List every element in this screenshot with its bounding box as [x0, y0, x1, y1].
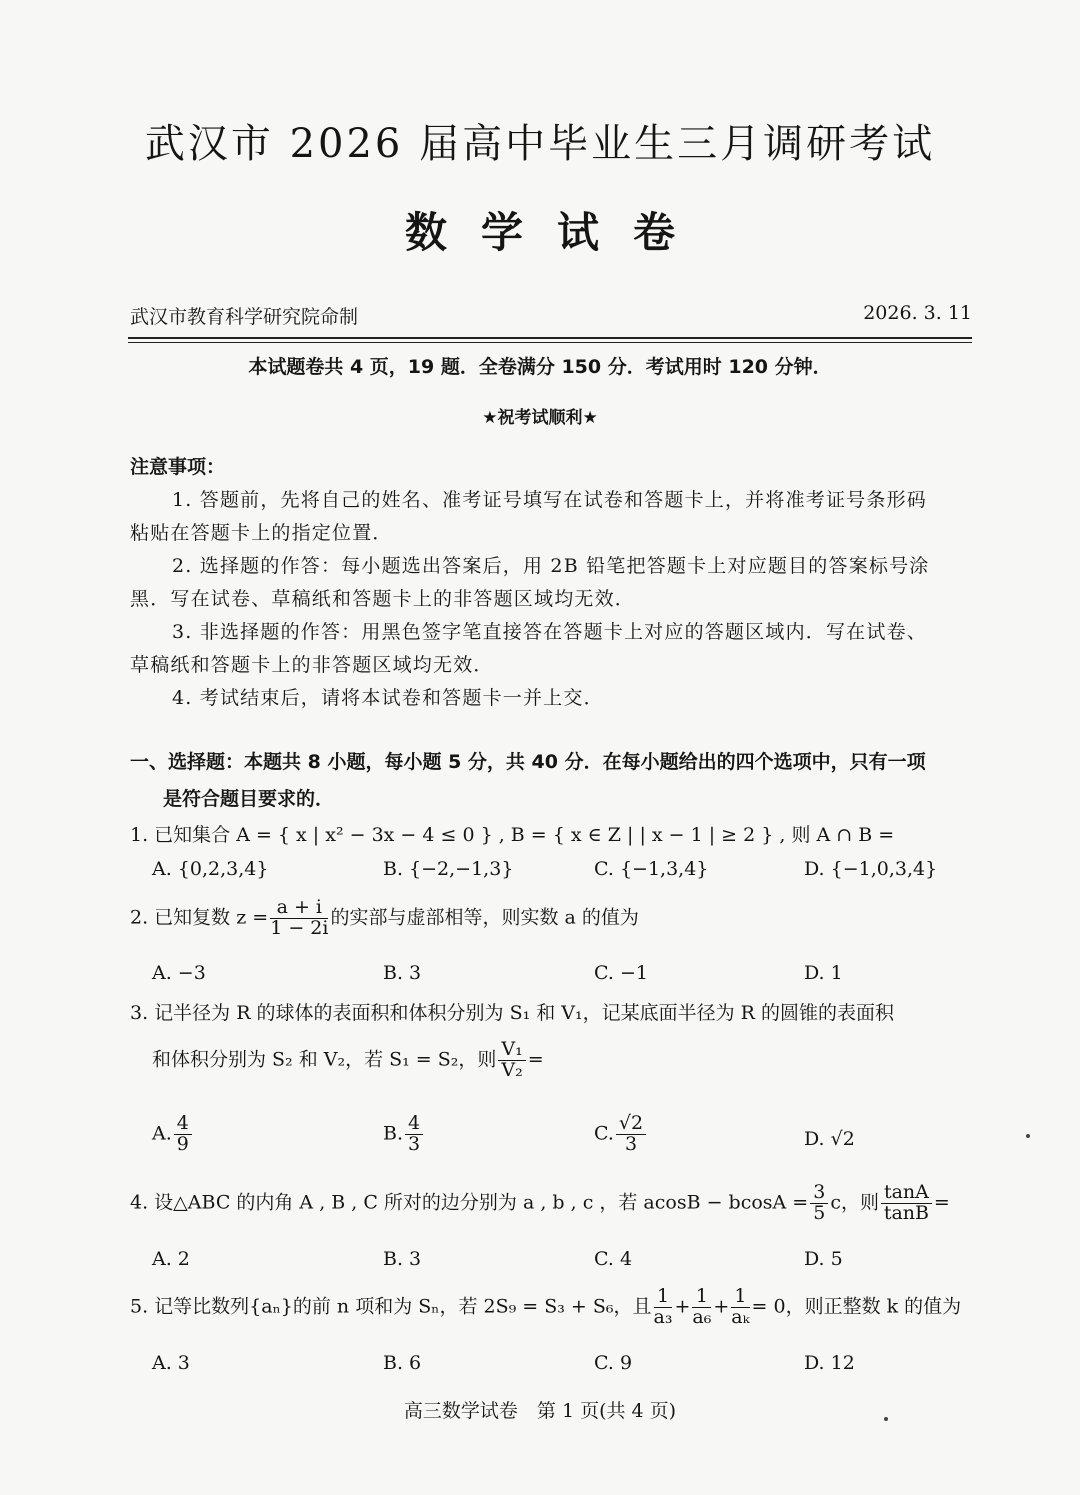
q5-option-b: B. 6: [383, 1352, 422, 1374]
q5-plus-1: +: [674, 1295, 691, 1318]
question-3-line1: 3. 记半径为 R 的球体的表面积和体积分别为 S₁ 和 V₁，记某底面半径为 R 的圆锥的表面积: [130, 1002, 895, 1024]
q5-f3-den: aₖ: [731, 1305, 750, 1328]
q3-option-b-frac: [405, 1114, 423, 1155]
q5-f2-den: a₆: [692, 1305, 712, 1328]
q4-fraction-1: [810, 1183, 828, 1224]
question-1-stem: 1. 已知集合 A = { x | x² − 3x − 4 ≤ 0 } , B = { x ∈ Z | | x − 1 | ≥ 2 } , 则 A ∩ B =: [130, 824, 895, 846]
q3-option-b-num: 4: [405, 1114, 423, 1135]
q4-option-a: A. 2: [152, 1248, 190, 1270]
q3-option-d-text: √2: [830, 1128, 855, 1150]
question-4-stem: [130, 1183, 950, 1224]
q3-option-b-label: B.: [383, 1122, 404, 1145]
q4-frac2-den: tanB: [883, 1201, 930, 1224]
q2-option-c: C. −1: [594, 962, 648, 984]
q1-option-b: B. {−2,−1,3}: [383, 858, 514, 880]
q5-prefix: 5. 记等比数列{aₙ}的前 n 项和为 Sₙ，若 2S₉ = S₃ + S₆，且: [130, 1295, 652, 1318]
q4-option-c: C. 4: [594, 1248, 633, 1270]
q3-option-c: [594, 1114, 648, 1155]
q2-frac-den: 1 − 2i: [270, 916, 329, 939]
header-rule-thick: [128, 337, 972, 339]
q3-fraction: [498, 1040, 525, 1081]
section-heading: 一、选择题：本题共 8 小题，每小题 5 分，共 40 分．在每小题给出的四个选项中，只有一项: [130, 751, 926, 773]
q4-suffix: =: [933, 1191, 950, 1214]
q3-option-a-den: 9: [176, 1132, 189, 1155]
q5-f1-den: a₃: [653, 1305, 673, 1328]
q5-f3-num: 1: [731, 1287, 749, 1308]
q5-option-a: A. 3: [152, 1352, 190, 1374]
scan-speck: [884, 1417, 888, 1421]
notice-line: 4. 考试结束后，请将本试卷和答题卡一并上交．: [172, 687, 604, 709]
q3-option-b: [383, 1114, 425, 1155]
section-heading-cont: 是符合题目要求的．: [163, 788, 335, 810]
q3-frac-den: V₂: [501, 1058, 523, 1081]
q4-fraction-2: [881, 1183, 932, 1224]
q4-option-b: B. 3: [383, 1248, 422, 1270]
q5-option-d: D. 12: [804, 1352, 855, 1374]
q4-frac1-num: 3: [810, 1183, 828, 1204]
q2-prefix: 2. 已知复数 z =: [130, 906, 269, 929]
question-5-stem: [130, 1287, 961, 1328]
q3-option-b-den: 3: [408, 1132, 421, 1155]
q3-line2-prefix: 和体积分别为 S₂ 和 V₂，若 S₁ = S₂，则: [152, 1048, 497, 1071]
page-footer: 高三数学试卷 第 1 页(共 4 页): [403, 1400, 677, 1422]
q2-suffix: 的实部与虚部相等，则实数 a 的值为: [330, 906, 639, 929]
q5-suffix: = 0，则正整数 k 的值为: [751, 1295, 962, 1318]
q2-option-a: A. −3: [152, 962, 206, 984]
q5-fraction-1: [654, 1287, 673, 1328]
q4-frac1-den: 5: [813, 1201, 826, 1224]
notice-line: 2. 选择题的作答：每小题选出答案后，用 2B 铅笔把答题卡上对应题目的答案标号涂: [172, 555, 930, 577]
q2-frac-num: a + i: [270, 898, 328, 919]
exam-title: 武汉市 2026 届高中毕业生三月调研考试: [144, 121, 936, 167]
exam-info: 本试题卷共 4 页，19 题．全卷满分 150 分．考试用时 120 分钟．: [248, 356, 832, 378]
q3-option-a-label: A.: [152, 1122, 172, 1145]
q3-option-d-label: D.: [804, 1128, 825, 1150]
q3-option-a-frac: [174, 1114, 192, 1155]
q1-option-a: A. {0,2,3,4}: [152, 858, 269, 880]
q3-option-c-frac: [616, 1114, 646, 1155]
q2-fraction: [270, 898, 328, 939]
q3-option-c-den: 3: [624, 1132, 638, 1155]
q2-option-d: D. 1: [804, 962, 843, 984]
question-2-stem: [130, 898, 639, 939]
notice-line: 1. 答题前，先将自己的姓名、准考证号填写在试卷和答题卡上，并将准考证号条形码: [172, 489, 927, 511]
q4-option-d: D. 5: [804, 1248, 843, 1270]
q3-frac-num: V₁: [498, 1040, 525, 1061]
notice-heading: 注意事项：: [130, 456, 226, 478]
issuer: 武汉市教育科学研究院命制: [130, 306, 359, 328]
q1-option-d: D. {−1,0,3,4}: [804, 858, 938, 880]
good-luck-line: ★祝考试顺利★: [482, 408, 598, 428]
q5-option-c: C. 9: [594, 1352, 633, 1374]
question-3-line2: [152, 1040, 544, 1081]
q3-option-a-num: 4: [174, 1114, 192, 1135]
exam-date: 2026. 3. 11: [863, 302, 972, 324]
notice-line: 草稿纸和答题卡上的非答题区域均无效．: [130, 654, 494, 676]
q5-fraction-3: [731, 1287, 749, 1328]
q3-option-d: [804, 1128, 855, 1150]
q4-prefix: 4. 设△ABC 的内角 A , B , C 所对的边分别为 a , b , c ，若 acosB − bcosA =: [130, 1191, 809, 1214]
q3-option-a: [152, 1114, 194, 1155]
q4-frac2-num: tanA: [881, 1183, 932, 1204]
q3-option-c-num: √2: [616, 1114, 646, 1135]
notice-line: 黑．写在试卷、草稿纸和答题卡上的非答题区域均无效．: [130, 588, 636, 610]
q5-f2-num: 1: [692, 1287, 711, 1308]
notice-line: 粘贴在答题卡上的指定位置．: [130, 522, 393, 544]
notice-line: 3. 非选择题的作答：用黑色签字笔直接答在答题卡上对应的答题区域内．写在试卷、: [172, 621, 927, 643]
q5-fraction-2: [692, 1287, 711, 1328]
q3-option-c-label: C.: [594, 1122, 614, 1145]
q1-option-c: C. {−1,3,4}: [594, 858, 709, 880]
paper-subtitle: 数学试卷: [404, 208, 709, 257]
q5-f1-num: 1: [654, 1287, 673, 1308]
header-rule-thin: [128, 342, 972, 343]
scan-speck: [1026, 1134, 1030, 1138]
q3-line2-suffix: =: [527, 1048, 544, 1071]
q5-plus-2: +: [713, 1295, 730, 1318]
q2-option-b: B. 3: [383, 962, 422, 984]
q4-middle: c，则: [830, 1191, 879, 1214]
